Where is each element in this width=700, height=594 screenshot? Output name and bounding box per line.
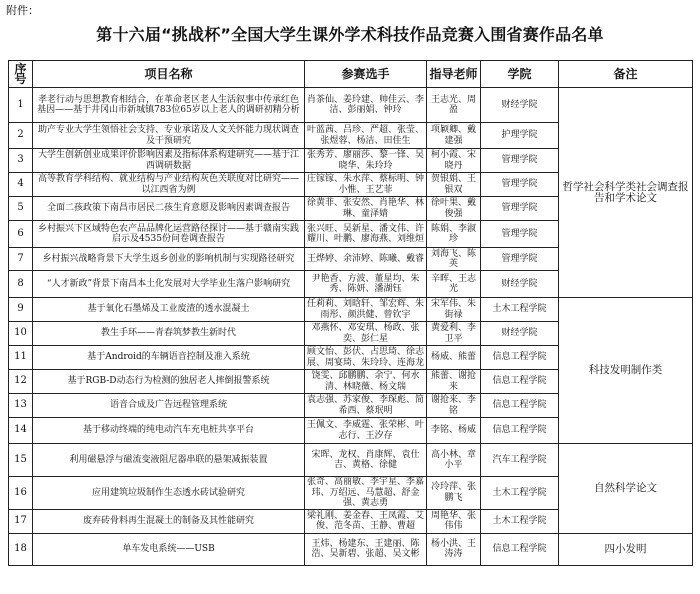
college: 信息工程学院: [481, 533, 559, 565]
members: 王炜、杨建东、王建丽、陈浩、吴新碧、张超、吴文彬: [305, 533, 427, 565]
header-members: 参赛选手: [305, 61, 427, 88]
college: 管理学院: [481, 149, 559, 173]
page-title: 第十六届“挑战杯”全国大学生课外学术科技作品竞赛入围省赛作品名单: [96, 25, 604, 44]
project-name: 乡村振兴战略背景下大学生返乡创业的影响机制与实现路径研究: [33, 248, 305, 271]
row-index: 6: [9, 221, 33, 248]
members: 王烨婷、余沛婷、陈曦、戴睿: [305, 248, 427, 271]
project-name: 基于氧化石墨烯及工业废渣的透水混凝土: [33, 298, 305, 322]
members: 徐黄菲、张安然、肖艳华、林琳、童泽婧: [305, 197, 427, 221]
header-index: 序号: [9, 61, 33, 88]
advisor: 宋军伟、朱街禄: [427, 298, 481, 322]
members: 梁礼刚、姜金春、王凤霞、艾俊、范冬苗、王静、曹超: [305, 509, 427, 533]
category-note: 哲学社会科学类社会调查报告和学术论文: [559, 88, 693, 298]
row-index: 18: [9, 533, 33, 565]
table-row: [9, 298, 693, 322]
advisor: 杨小洪、王涛涛: [427, 533, 481, 565]
advisor: 刘海飞、陈英: [427, 248, 481, 271]
college: 管理学院: [481, 248, 559, 271]
advisor: 王志光、周盈: [427, 88, 481, 123]
row-index: 13: [9, 394, 33, 418]
project-name: 废弃砖骨料再生混凝土的制备及其性能研究: [33, 509, 305, 533]
college: 信息工程学院: [481, 370, 559, 394]
advisor: 熊蕾、谢抢来: [427, 370, 481, 394]
advisor: 贺银娟、王银双: [427, 173, 481, 197]
header-college: 学院: [481, 61, 559, 88]
table-row: [9, 533, 693, 565]
advisor: 陈娟、李淑珍: [427, 221, 481, 248]
row-index: 8: [9, 271, 33, 298]
table-row: [9, 444, 693, 477]
members: 任莉莉、刘晗轩、邹宏辉、朱雨彤、颜洪健、曾钦宇: [305, 298, 427, 322]
members: 饶雯、邱鹏鹏、余宁、何水清、林晓薇、杨文瑞: [305, 370, 427, 394]
row-index: 12: [9, 370, 33, 394]
members: 王佩文、李威霆、张荣彬、叶志行、王汐存: [305, 418, 427, 444]
project-name: 语音合成及广告远程管理系统: [33, 394, 305, 418]
project-name: 孝老行动与思想教育相结合，在革命老区老人生活叙事中传承红色基因——基于井冈山市新城镇783位65岁以上老人的调研初精分析: [33, 88, 305, 123]
members: 叶蓝茜、吕珍、严超、张莹、张煜蓉、杨洁、田佳生: [305, 123, 427, 149]
category-note: 自然科学论文: [559, 444, 693, 534]
row-index: 2: [9, 123, 33, 149]
header-note: 备注: [559, 61, 693, 88]
members: 尹艳香、方波、董星均、朱秀、陈妍、潘湖钰: [305, 271, 427, 298]
college: 信息工程学院: [481, 394, 559, 418]
project-name: 应用建筑垃圾制作生态透水砖试验研究: [33, 477, 305, 510]
advisor: 辛晖、王志光: [427, 271, 481, 298]
members: 张奇、高丽敏、李宇星、李嘉玮、万绍远、马慧超、舒金强、黄志勇: [305, 477, 427, 510]
college: 土木工程学院: [481, 477, 559, 510]
project-name: 基于Android的车辆语音控制及准入系统: [33, 346, 305, 370]
advisor: 徐叶果、戴俊强: [427, 197, 481, 221]
project-name: “人才新政”背景下南昌本土化发展对大学毕业生落户影响研究: [33, 271, 305, 298]
row-index: 1: [9, 88, 33, 123]
college: 土木工程学院: [481, 298, 559, 322]
row-index: 7: [9, 248, 33, 271]
header-project-name: 项目名称: [33, 61, 305, 88]
college: 土木工程学院: [481, 509, 559, 533]
attachment-label: 附件：: [6, 4, 39, 17]
row-index: 10: [9, 322, 33, 346]
members: 张秀芳、廖丽莎、黎一锋、吴晓华、朱玲玲: [305, 149, 427, 173]
college: 财经学院: [481, 271, 559, 298]
college: 信息工程学院: [481, 346, 559, 370]
candidate-table: [8, 60, 693, 566]
project-name: 单车发电系统——USB: [33, 533, 305, 565]
row-index: 17: [9, 509, 33, 533]
college: 护理学院: [481, 123, 559, 149]
category-note: 四小发明: [559, 533, 693, 565]
advisor: 高小林、章小平: [427, 444, 481, 477]
advisor: 黄爱利、李卫平: [427, 322, 481, 346]
project-name: 高等教育学科结构、就业结构与产业结构灰色关联度对比研究——以江西省为例: [33, 173, 305, 197]
project-name: 助产专业大学生领悟社会支持、专业承诺及人文关怀能力现状调查及干预研究: [33, 123, 305, 149]
college: 管理学院: [481, 173, 559, 197]
row-index: 11: [9, 346, 33, 370]
college: 财经学院: [481, 88, 559, 123]
project-name: 乡村振兴下区域特色农产品品牌化运营路径探讨——基于赣南实践启示及4535份问卷调查报告: [33, 221, 305, 248]
members: 邓燕怀、邓安琪、杨政、张奕、彭仁星: [305, 322, 427, 346]
college: 信息工程学院: [481, 418, 559, 444]
advisor: 周艳华、张伟伟: [427, 509, 481, 533]
members: 肖茶仙、姜玲建、帅佳云、李洁、彭丽娟、钟玲: [305, 88, 427, 123]
row-index: 16: [9, 477, 33, 510]
project-name: 全面二孩政策下南昌市居民二孩生育意愿及影响因素调查报告: [33, 197, 305, 221]
college: 汽车工程学院: [481, 444, 559, 477]
row-index: 4: [9, 173, 33, 197]
advisor: 项颖卿、戴建强: [427, 123, 481, 149]
advisor: 冷玲萍、张鹏飞: [427, 477, 481, 510]
members: 张兴旺、吴新星、潘文伟、许耀川、叶鹏、廖海燕、刘维烜: [305, 221, 427, 248]
members: 庄镓镓、朱水萍、蔡标明、钟小惟、王艺菲: [305, 173, 427, 197]
project-name: 基于移动终端的纯电动汽车充电桩共享平台: [33, 418, 305, 444]
members: 顾文怡、彭伏、占思琦、徐志展、周宴琦、朱玲玲、连海龙: [305, 346, 427, 370]
category-note: 科技发明制作类: [559, 298, 693, 444]
table-header-row: [9, 61, 693, 88]
project-name: 利用磁悬浮与磁流变液阻尼器串联的悬架减振装置: [33, 444, 305, 477]
row-index: 9: [9, 298, 33, 322]
row-index: 14: [9, 418, 33, 444]
project-name: 基于RGB-D动态行为检测的独居老人摔倒报警系统: [33, 370, 305, 394]
college: 管理学院: [481, 197, 559, 221]
advisor: 柯小霞、宋晓丹: [427, 149, 481, 173]
project-name: 大学生创新创业成果评价影响因素及指标体系构建研究——基于江西调研数据: [33, 149, 305, 173]
row-index: 15: [9, 444, 33, 477]
members: 袁志强、苏家俊、李琛彪、简希西、蔡珉明: [305, 394, 427, 418]
college: 管理学院: [481, 221, 559, 248]
advisor: 李铭、杨威: [427, 418, 481, 444]
row-index: 5: [9, 197, 33, 221]
header-advisor: 指导老师: [427, 61, 481, 88]
members: 宋晖、龙权、肖康辉、袁仕吉、黄格、徐健: [305, 444, 427, 477]
college: 财经学院: [481, 322, 559, 346]
project-name: 教生手环——青春筑梦教生新时代: [33, 322, 305, 346]
advisor: 谢抢来、李铭: [427, 394, 481, 418]
advisor: 杨威、熊蕾: [427, 346, 481, 370]
row-index: 3: [9, 149, 33, 173]
table-row: [9, 88, 693, 123]
